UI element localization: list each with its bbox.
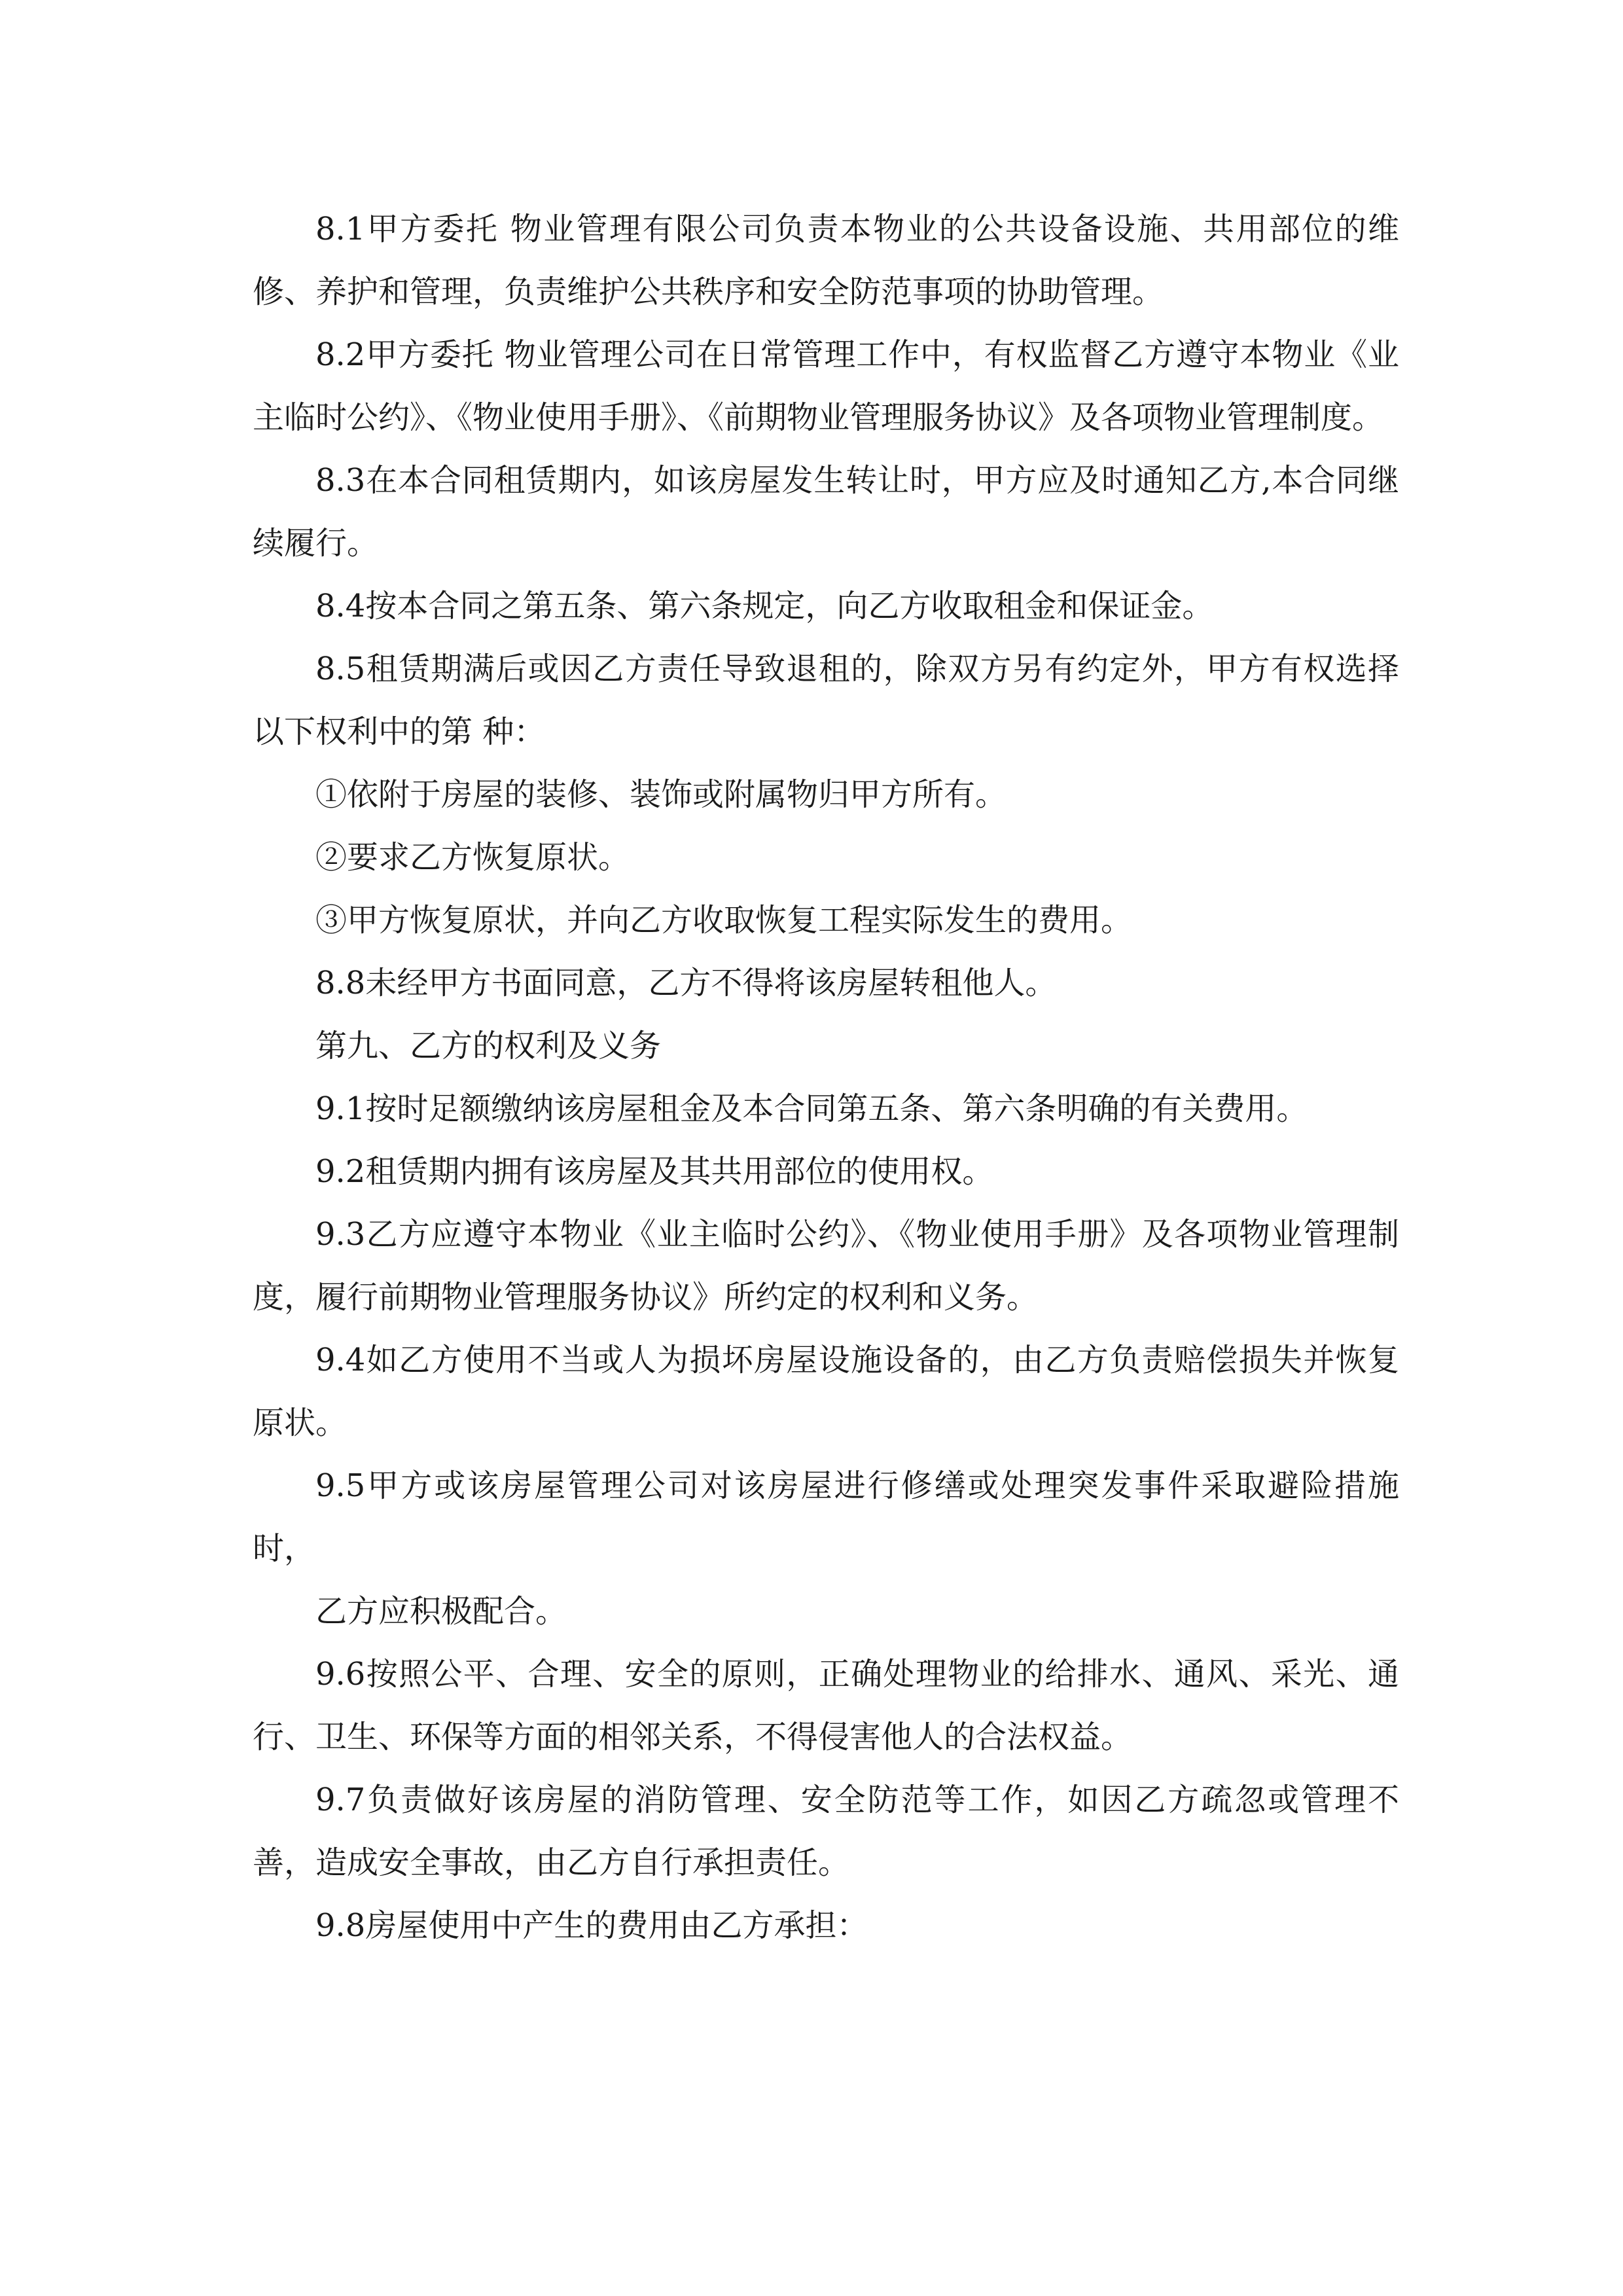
clause-8-3: 8.3在本合同租赁期内，如该房屋发生转让时，甲方应及时通知乙方,本合同继续履行。 <box>253 462 1399 562</box>
clause-8-5-option-2: ②要求乙方恢复原状。 <box>315 839 630 876</box>
clause-8-1: 8.1甲方委托 物业管理有限公司负责本物业的公共设备设施、共用部位的维修、养护和管理，负责维护公共秩序和安全防范事项的协助管理。 <box>253 211 1399 310</box>
clause-9-5-continuation: 乙方应积极配合。 <box>315 1593 567 1630</box>
clause-8-8: 8.8未经甲方书面同意，乙方不得将该房屋转租他人。 <box>315 965 1057 1001</box>
clause-9-7: 9.7负责做好该房屋的消防管理、安全防范等工作，如因乙方疏忽或管理不善，造成安全事故，由乙方自行承担责任。 <box>253 1782 1399 1881</box>
clause-8-5-option-1: ①依附于房屋的装修、装饰或附属物归甲方所有。 <box>315 776 1007 813</box>
clause-8-5-option-3: ③甲方恢复原状，并向乙方收取恢复工程实际发生的费用。 <box>315 902 1133 939</box>
document-body <box>253 198 1399 1957</box>
clause-8-5: 8.5租赁期满后或因乙方责任导致退租的，除双方另有约定外，甲方有权选择以下权利中的第 种： <box>253 651 1399 750</box>
clause-9-4: 9.4如乙方使用不当或人为损坏房屋设施设备的，由乙方负责赔偿损失并恢复原状。 <box>253 1342 1399 1441</box>
clause-8-4: 8.4按本合同之第五条、第六条规定，向乙方收取租金和保证金。 <box>315 588 1214 624</box>
clause-9-1: 9.1按时足额缴纳该房屋租金及本合同第五条、第六条明确的有关费用。 <box>315 1090 1308 1127</box>
clause-9-2: 9.2租赁期内拥有该房屋及其共用部位的使用权。 <box>315 1153 994 1190</box>
clause-9-5: 9.5甲方或该房屋管理公司对该房屋进行修缮或处理突发事件采取避险措施时， <box>253 1467 1399 1567</box>
clause-9-8: 9.8房屋使用中产生的费用由乙方承担： <box>315 1907 868 1944</box>
section-heading-9: 第九、乙方的权利及义务 <box>315 1028 662 1064</box>
clause-9-6: 9.6按照公平、合理、安全的原则，正确处理物业的给排水、通风、采光、通行、卫生、环保等方面的相邻关系，不得侵害他人的合法权益。 <box>253 1656 1399 1755</box>
clause-8-2: 8.2甲方委托 物业管理公司在日常管理工作中，有权监督乙方遵守本物业《业主临时公约》、《物业使用手册》、《前期物业管理服务协议》及各项物业管理制度。 <box>253 336 1399 436</box>
clause-9-3: 9.3乙方应遵守本物业《业主临时公约》、《物业使用手册》及各项物业管理制度，履行前期物业管理服务协议》所约定的权利和义务。 <box>253 1216 1399 1316</box>
